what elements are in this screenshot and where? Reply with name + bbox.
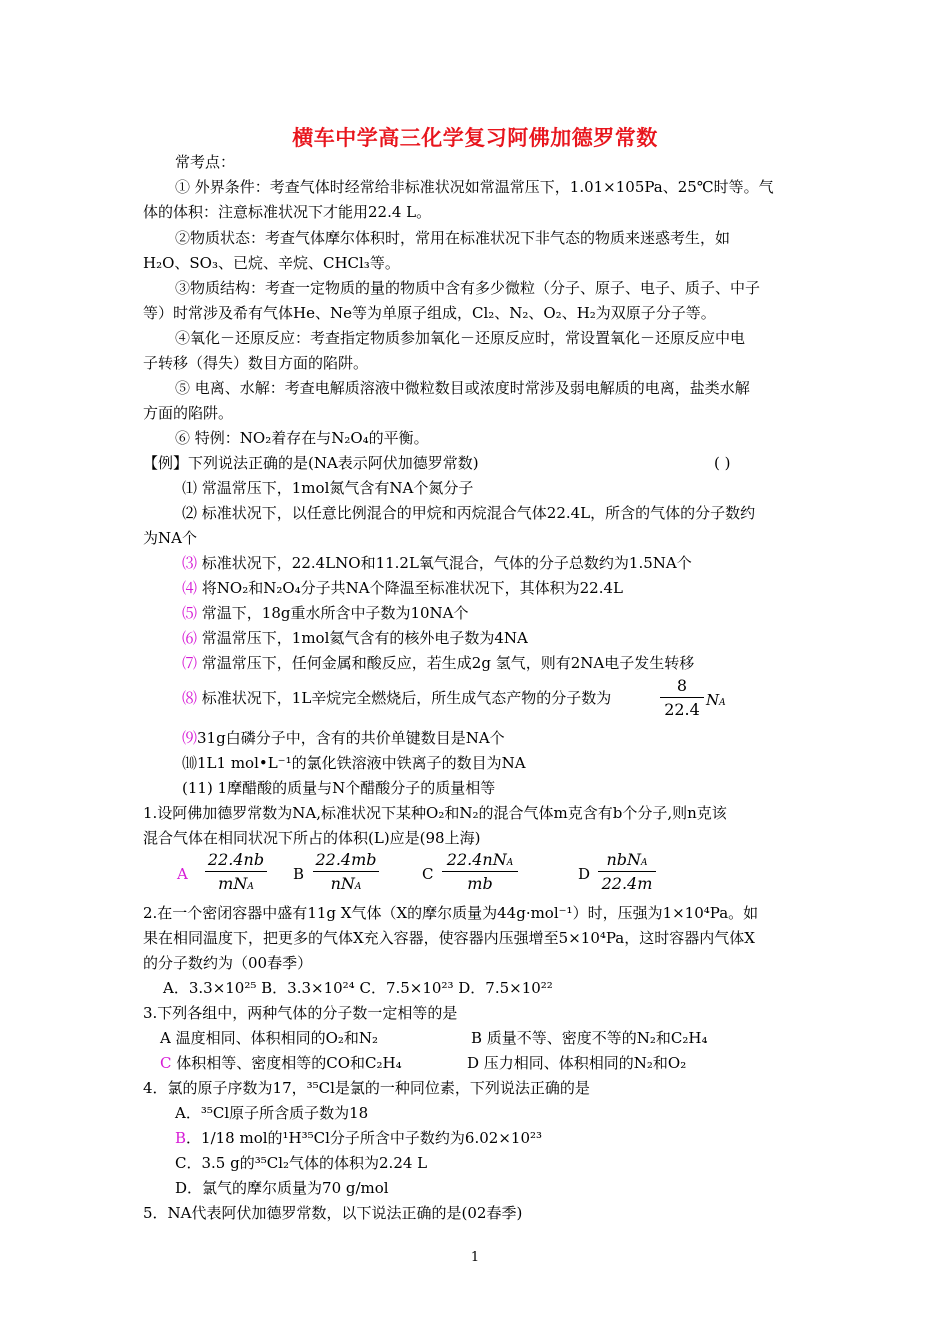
option-a-label: A	[177, 865, 188, 883]
question-4-option-a: A．³⁵Cl原子所含质子数为18	[175, 1104, 369, 1122]
answer-blank: ( )	[714, 454, 731, 472]
example-item: ⑼31g白磷分子中，含有的共价单键数目是NA个	[182, 729, 505, 747]
example-item: ⑹ 常温常压下，1mol氦气含有的核外电子数为4NA	[182, 629, 528, 647]
example-item: ⑵ 标准状况下，以任意比例混合的甲烷和丙烷混合气体22.4L，所含的气体的分子数约	[182, 504, 756, 522]
example-item: ⑽1L1 mol•L⁻¹的氯化铁溶液中铁离子的数目为NA	[182, 754, 526, 772]
text-line: 等）时常涉及希有气体He、Ne等为单原子组成，Cl₂、N₂、O₂、H₂为双原子分子等。	[143, 304, 716, 322]
option-d-fraction: nbNA 22.4m	[598, 850, 656, 893]
example-item: ⑶ 标准状况下，22.4LNO和11.2L氧气混合，气体的分子总数约为1.5NA个	[182, 554, 692, 572]
example-item: ⑺ 常温常压下，任何金属和酸反应，若生成2g 氢气，则有2NA电子发生转移	[182, 654, 695, 672]
question-4-option-d: D．氯气的摩尔质量为70 g/mol	[175, 1179, 389, 1197]
fraction-8-over-22-4: 8 22.4	[660, 676, 704, 719]
option-c-label: C	[422, 865, 434, 883]
example-item: ⑻ 标准状况下，1L辛烷完全燃烧后，所生成气态产物的分子数为	[182, 689, 612, 707]
text-line: ① 外界条件：考查气体时经常给非标准状况如常温常压下，1.01×105Pa、25℃时等。气	[175, 178, 774, 196]
text-line: ④氧化－还原反应：考查指定物质参加氧化－还原反应时，常设置氧化－还原反应中电	[175, 329, 746, 347]
question-3-option-b: B 质量不等、密度不等的N₂和C₂H₄	[471, 1029, 708, 1047]
text-line: 为NA个	[143, 529, 197, 547]
example-item: ⑷ 将NO₂和N₂O₄分子共NA个降温至标准状况下，其体积为22.4L	[182, 579, 623, 597]
page-title: 横车中学高三化学复习阿佛加德罗常数	[292, 126, 658, 150]
example-item: ⑸ 常温下，18g重水所含中子数为10NA个	[182, 604, 469, 622]
text-line: 常考点：	[175, 153, 236, 171]
example-heading: 【例】下列说法正确的是(NA表示阿伏加德罗常数)	[143, 454, 479, 472]
question-4-option-c: C．3.5 g的³⁵Cl₂气体的体积为2.24 L	[175, 1154, 428, 1172]
question-2: 2.在一个密闭容器中盛有11g X气体（X的摩尔质量为44g·mol⁻¹）时，压强为1×10⁴Pa。如	[143, 904, 759, 922]
example-item: ⑴ 常温常压下，1mol氮气含有NA个氮分子	[182, 479, 474, 497]
option-b-fraction: 22.4mb nNA	[313, 850, 379, 893]
question-1: 1.设阿佛加德罗常数为NA,标准状况下某种O₂和N₂的混合气体m克含有b个分子,则n克该	[143, 804, 727, 822]
question-4-option-b: B．1/18 mol的¹H³⁵Cl分子所含中子数约为6.02×10²³	[175, 1129, 543, 1147]
question-3-option-c: C 体积相等、密度相等的CO和C₂H₄	[160, 1054, 402, 1072]
text-line: 体的体积：注意标准状况下才能用22.4 L。	[143, 203, 432, 221]
question-3-option-a: A 温度相同、体积相同的O₂和N₂	[160, 1029, 379, 1047]
question-4: 4．氯的原子序数为17，³⁵Cl是氯的一种同位素，下列说法正确的是	[143, 1079, 590, 1097]
question-3-option-d: D 压力相同、体积相同的N₂和O₂	[467, 1054, 687, 1072]
text-line: H₂O、SO₃、已烷、辛烷、CHCl₃等。	[143, 254, 400, 272]
text-line: ③物质结构：考查一定物质的量的物质中含有多少微粒（分子、原子、电子、质子、中子	[175, 279, 761, 297]
option-b-label: B	[293, 865, 305, 883]
example-item: (11) 1摩醋酸的质量与N个醋酸分子的质量相等	[182, 779, 496, 797]
text-line: 果在相同温度下，把更多的气体X充入容器，使容器内压强增至5×10⁴Pa，这时容器内气体X	[143, 929, 755, 947]
page-number: 1	[470, 1250, 480, 1265]
option-d-label: D	[578, 865, 591, 883]
text-line: ⑤ 电离、水解：考查电解质溶液中微粒数目或浓度时常涉及弱电解质的电离，盐类水解	[175, 379, 750, 397]
question-5: 5．NA代表阿伏加德罗常数，以下说法正确的是(02春季)	[143, 1204, 523, 1222]
text-line: ②物质状态：考查气体摩尔体积时，常用在标准状况下非气态的物质来迷惑考生，如	[175, 229, 731, 247]
fraction-tail: NA	[706, 691, 726, 709]
text-line: 方面的陷阱。	[143, 404, 234, 422]
text-line: 子转移（得失）数目方面的陷阱。	[143, 354, 369, 372]
text-line: 的分子数约为（00春季）	[143, 954, 313, 972]
option-a-fraction: 22.4nb mNA	[205, 850, 267, 893]
text-line: 混合气体在相同状况下所占的体积(L)应是(98上海)	[143, 829, 481, 847]
question-2-options: A．3.3×10²⁵ B．3.3×10²⁴ C．7.5×10²³ D．7.5×10²²	[163, 979, 553, 997]
question-3: 3.下列各组中，两种气体的分子数一定相等的是	[143, 1004, 458, 1022]
option-c-fraction: 22.4nNA mb	[442, 850, 518, 893]
text-line: ⑥ 特例：NO₂着存在与N₂O₄的平衡。	[175, 429, 429, 447]
